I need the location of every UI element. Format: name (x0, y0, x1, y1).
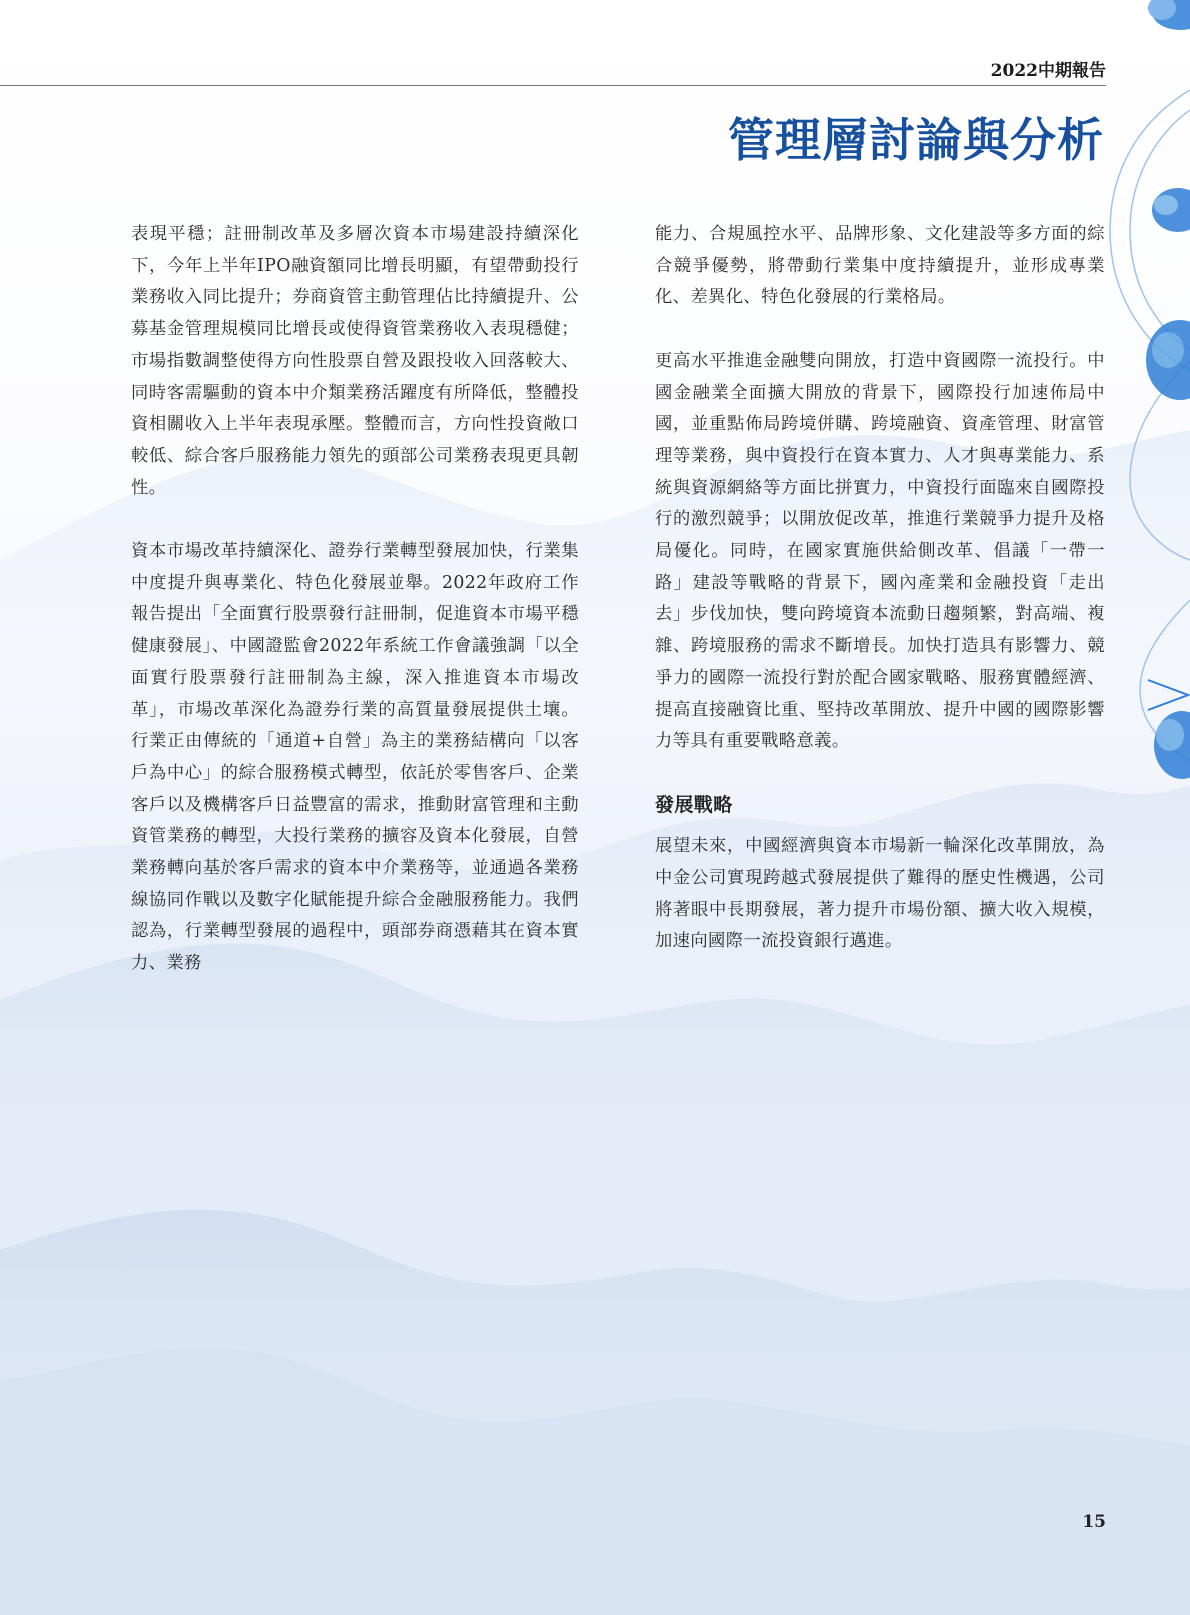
left-paragraph-1: 表現平穩；註冊制改革及多層次資本市場建設持續深化下，今年上半年IPO融資額同比增長明顯，有望帶動投行業務收入同比提升；券商資管主動管理佔比持續提升、公募基金管理規模同比增長或使得資管業務收入表現穩健；市場指數調整使得方向性股票自營及跟投收入回落較大、同時客需驅動的資本中介類業務活躍度有所降低，整體投資相關收入上半年表現承壓。整體而言，方向性投資敞口較低、綜合客戶服務能力領先的頭部公司業務表現更具韌性。 (131, 224, 579, 498)
report-label: 2022中期報告 (990, 61, 1106, 81)
right-paragraph-2: 更高水平推進金融雙向開放，打造中資國際一流投行。中國金融業全面擴大開放的背景下，國際投行加速佈局中國，並重點佈局跨境併購、跨境融資、資產管理、財富管理等業務，與中資投行在資本實力、人才與專業能力、系統與資源網絡等方面比拼實力，中資投行面臨來自國際投行的激烈競爭；以開放促改革，推進行業競爭力提升及格局優化。同時，在國家實施供給側改革、倡議「一帶一路」建設等戰略的背景下，國內產業和金融投資「走出去」步伐加快，雙向跨境資本流動日趨頻繁，對高端、複雜、跨境服務的需求不斷增長。加快打造具有影響力、競爭力的國際一流投行對於配合國家戰略、服務實體經濟、提高直接融資比重、堅持改革開放、提升中國的國際影響力等具有重要戰略意義。 (655, 350, 1105, 752)
right-paragraph-1: 能力、合規風控水平、品牌形象、文化建設等多方面的綜合競爭優勢，將帶動行業集中度持續提升，並形成專業化、差異化、特色化發展的行業格局。 (655, 224, 1105, 308)
header-rule (0, 85, 1106, 86)
left-paragraph-2: 資本市場改革持續深化、證券行業轉型發展加快，行業集中度提升與專業化、特色化發展並舉。2022年政府工作報告提出「全面實行股票發行註冊制，促進資本市場平穩健康發展」、中國證監會2022年系統工作會議強調「以全面實行股票發行註冊制為主線，深入推進資本市場改革」，市場改革深化為證券行業的高質量發展提供土壤。行業正由傳統的「通道+自營」為主的業務結構向「以客戶為中心」的綜合服務模式轉型，依託於零售客戶、企業客戶以及機構客戶日益豐富的需求，推動財富管理和主動資管業務的轉型，大投行業務的擴容及資本化發展，自營業務轉向基於客戶需求的資本中介業務等，並通過各業務線協同作戰以及數字化賦能提升綜合金融服務能力。我們認為，行業轉型發展的過程中，頭部券商憑藉其在資本實力、業務 (131, 541, 579, 974)
right-column (655, 219, 1105, 990)
left-column (131, 219, 579, 1012)
section-paragraph: 展望未來，中國經濟與資本市場新一輪深化改革開放，為中金公司實現跨越式發展提供了難得的歷史性機遇，公司將著眼中長期發展，著力提升市場份額、擴大收入規模，加速向國際一流投資銀行邁進。 (655, 836, 1105, 952)
floral-ornament (1100, 0, 1190, 820)
section-heading: 發展戰略 (655, 793, 733, 816)
page-number: 15 (1082, 1512, 1106, 1532)
page-title: 管理層討論與分析 (728, 113, 1104, 167)
